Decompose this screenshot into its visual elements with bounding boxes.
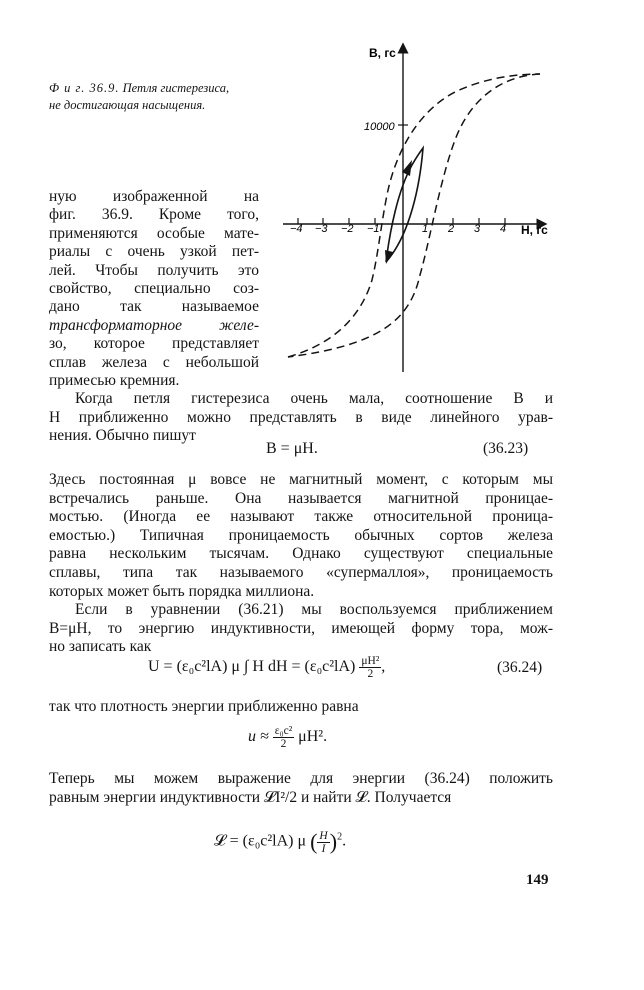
page-number: 149 — [526, 872, 549, 888]
hysteresis-figure — [270, 40, 560, 380]
paragraph-5 — [49, 770, 553, 807]
text-line: сплавы, типа так называемого «супермаллоя», проницаемость — [49, 563, 553, 581]
paragraph-1 — [49, 390, 553, 446]
eq4-fraction — [317, 830, 329, 855]
eq3-lhs: u ≈ — [248, 728, 269, 746]
caption-text-2: не достигающая насыщения. — [49, 98, 206, 112]
eq3-fraction — [273, 725, 294, 750]
eq4-end: . — [342, 832, 347, 850]
x-tick: 3 — [474, 223, 481, 235]
down-arrow — [385, 250, 393, 264]
x-tick: −4 — [290, 223, 303, 235]
text-line: Когда петля гистерезиса очень мала, соотношение B и — [75, 390, 553, 407]
eq4-lhs: 𝓛 = (ε₀c²lA) μ — [214, 832, 307, 850]
outer-loop-lower — [288, 74, 540, 357]
text-line: так что плотность энергии приближенно равна — [49, 698, 359, 715]
text-line: H приближенно можно представлять в виде линейного урав- — [49, 408, 553, 426]
side-line: лей. Чтобы получить это — [49, 261, 259, 279]
text-line: нения. Обычно пишут — [49, 427, 196, 445]
eq4-frac-den: I — [321, 842, 326, 855]
eq2-frac-den: 2 — [367, 668, 374, 680]
paragraph-2 — [49, 471, 553, 601]
side-line: дано так называемое — [49, 298, 259, 316]
equation-number: (36.23) — [483, 440, 529, 457]
x-tick-labels — [290, 223, 506, 235]
x-tick: 2 — [448, 223, 455, 235]
x-tick: −2 — [341, 223, 354, 235]
equation-energy-density — [248, 725, 327, 750]
figure-caption — [49, 80, 264, 114]
text-line: равна нескольким тысячам. Однако существуют специальные — [49, 545, 553, 563]
side-text — [49, 188, 259, 390]
text-line: встречались раньше. Она называется магнитной проницае- — [49, 489, 553, 507]
side-line: применяются особые мате- — [49, 224, 259, 242]
equation-36-23: B = μH. — [266, 440, 318, 457]
equation-inductance — [214, 829, 346, 855]
eq4-frac-num: H — [319, 829, 328, 842]
eq2-tail: , — [381, 658, 386, 676]
side-line: свойство, специально соз- — [49, 280, 259, 298]
paragraph-4 — [49, 698, 553, 717]
text-line: мостью. (Иногда ее называют также относительной проница- — [49, 508, 553, 526]
text-line: равным энергии индуктивности 𝓛I²/2 и найти 𝓛. Получается — [49, 788, 452, 806]
text-line: но записать как — [49, 638, 152, 656]
text-line: Здесь постоянная μ вовсе не магнитный момент, с которым мы — [49, 471, 553, 488]
open-paren: ( — [310, 829, 318, 854]
eq4-power: 2 — [337, 831, 343, 843]
text-line: Если в уравнении (36.21) мы воспользуемся приближением — [75, 601, 553, 618]
side-line: риалы с очень узкой пет- — [49, 243, 259, 261]
x-tick: 4 — [500, 223, 507, 235]
y-axis-label: B, гс — [369, 46, 396, 60]
text-line: которых может быть порядка миллиона. — [49, 582, 315, 600]
eq2-fraction — [359, 655, 381, 680]
x-axis-label: H, гс — [521, 223, 548, 237]
outer-loop-upper — [288, 74, 540, 357]
side-line: сплав железа с небольшой — [49, 353, 259, 371]
paragraph-3 — [49, 601, 553, 657]
eq3-frac-den: 2 — [280, 738, 287, 750]
side-line: трансформаторное желе- — [49, 316, 259, 334]
x-tick: 1 — [422, 223, 429, 235]
side-line: зо, которое представляет — [49, 335, 259, 353]
side-line: ную изображенной на — [49, 188, 259, 205]
caption-text-1: Петля гистерезиса, — [122, 81, 230, 95]
close-paren: ) — [329, 829, 338, 854]
eq3-frac-num: ε₀c² — [274, 725, 293, 737]
eq2-frac-num: μH² — [361, 655, 380, 667]
caption-label: Ф и г. 36.9. — [49, 81, 120, 95]
equation-number: (36.24) — [497, 659, 543, 676]
eq3-rhs: μH². — [298, 728, 328, 746]
eq2-lhs: U = (ε₀c²lA) μ ∫ H dH = (ε₀c²lA) — [148, 658, 356, 676]
text-line: B=μH, то энергию индуктивности, имеющей форму тора, мож- — [49, 619, 553, 637]
side-line: фиг. 36.9. Кроме того, — [49, 206, 259, 224]
text-line: емостью.) Типичная проницаемость обычных сортов железа — [49, 526, 553, 544]
inner-loop — [386, 148, 423, 262]
y-tick-label: 10000 — [364, 121, 395, 133]
x-tick: −1 — [367, 223, 380, 235]
side-line: примесью кремния. — [49, 372, 180, 390]
x-ticks — [298, 125, 505, 224]
text-line: Теперь мы можем выражение для энергии (36.24) положить — [49, 770, 553, 787]
equation-36-24 — [148, 655, 385, 680]
x-tick: −3 — [315, 223, 328, 235]
